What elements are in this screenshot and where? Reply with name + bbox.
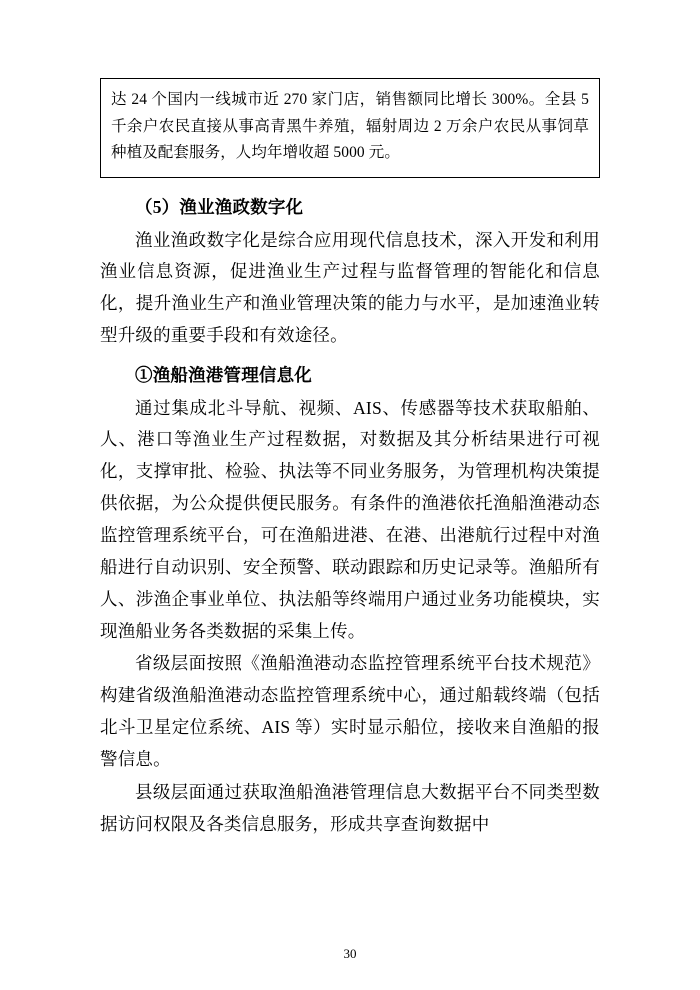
subsection-heading: ①渔船渔港管理信息化: [135, 364, 312, 385]
quoted-text-box: [100, 78, 600, 178]
section-heading: （5）渔业渔政数字化: [135, 196, 304, 217]
body-paragraph-3: 县级层面通过获取渔船渔港管理信息大数据平台不同类型数据访问权限及各类信息服务，形成共享查询数据中: [100, 781, 600, 834]
body-paragraph-2: 省级层面按照《渔船渔港动态监控管理系统平台技术规范》构建省级渔船渔港动态监控管理系统中心，通过船载终端（包括北斗卫星定位系统、AIS 等）实时显示船位，接收来自渔船的报警信息。: [100, 653, 600, 769]
page-number: 30: [343, 946, 357, 961]
body-paragraph-1: 通过集成北斗导航、视频、AIS、传感器等技术获取船舶、人、港口等渔业生产过程数据，对数据及其分析结果进行可视化，支撑审批、检验、执法等不同业务服务，为管理机构决策提供依据，为公众提供便民服务。有条件的渔港依托渔船渔港动态监控管理系统平台，可在渔船进港、在港、出港航行过程中对渔船进行自动识别、安全预警、联动跟踪和历史记录等。渔船所有人、涉渔企事业单位、执法船等终端用户通过业务功能模块，实现渔船业务各类数据的采集上传。: [100, 397, 600, 641]
quote-paragraph: 达 24 个国内一线城市近 270 家门店，销售额同比增长 300%。全县 5 千余户农民直接从事高青黑牛养殖，辐射周边 2 万余户农民从事饲草种植及配套服务，人均年增收超 5000 元。: [111, 91, 589, 162]
section-intro-paragraph: 渔业渔政数字化是综合应用现代信息技术，深入开发和利用渔业信息资源，促进渔业生产过程与监督管理的智能化和信息化，提升渔业生产和渔业管理决策的能力与水平，是加速渔业转型升级的重要手段和有效途径。: [100, 229, 600, 346]
